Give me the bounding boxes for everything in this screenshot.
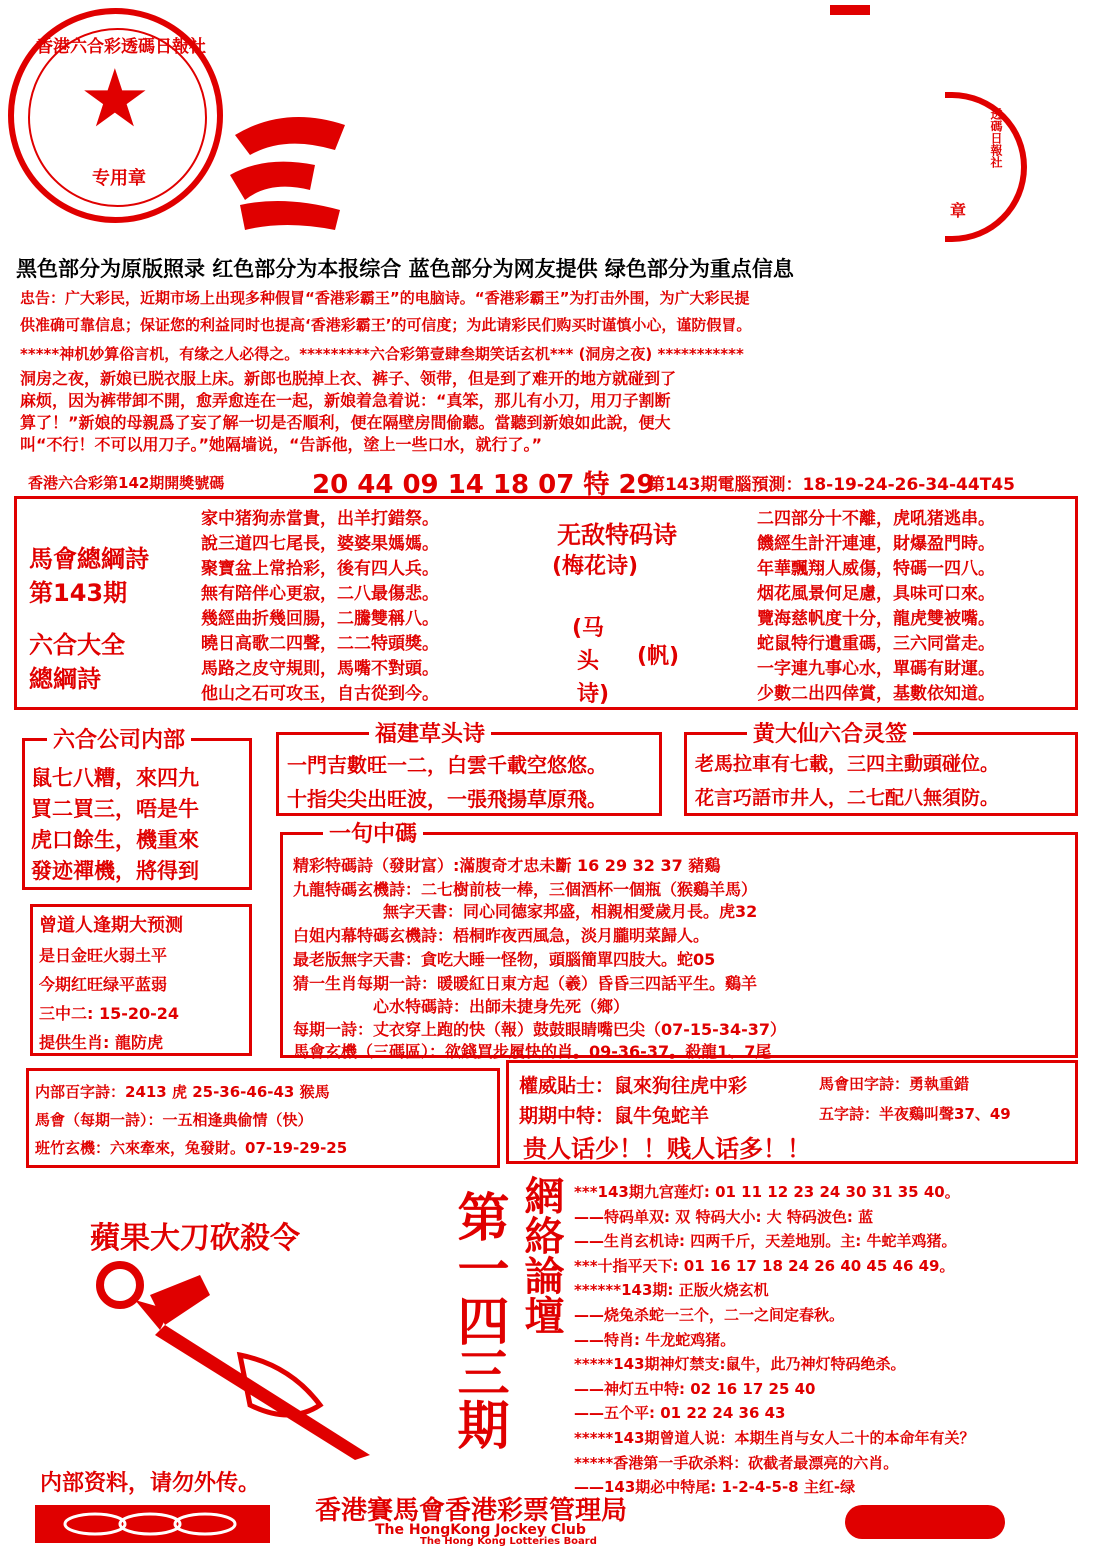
footer-title: 香港賽馬會香港彩票管理局 bbox=[315, 1496, 628, 1526]
neibu-line-3: 班竹玄機：六來牽來，兔發財。07-19-29-25 bbox=[35, 1139, 348, 1157]
joke-line-3: 算了！”新娘的母親爲了妄了解一切是否順利，便在隔壁房間偷聽。當聽到新娘如此說，便大 bbox=[20, 413, 671, 432]
poem-line: 說三道四七尾長，婆婆果媽媽。 bbox=[201, 534, 439, 554]
wong-title: 黄大仙六合灵签 bbox=[747, 717, 913, 748]
poem-line: 無有陪伴心更寂，二八最傷悲。 bbox=[201, 584, 439, 604]
tips-line-2a: 期期中特：鼠牛兔蛇羊 bbox=[519, 1105, 710, 1127]
poem-mid-title-2: (梅花诗) bbox=[552, 554, 639, 579]
fujian-box bbox=[276, 722, 662, 816]
poem-left-title-1: 馬會總綱詩 bbox=[29, 545, 149, 573]
poem-left-title-4: 總綱詩 bbox=[29, 665, 101, 693]
poem-box bbox=[14, 496, 1078, 710]
poem-mid-b: 头 bbox=[577, 649, 600, 674]
joke-title: *****神机妙算俗言机，有缘之人必得之。*********六合彩第壹肆叁期笑话玄机*** (洞房之夜) *********** bbox=[20, 345, 744, 363]
poem-line: 年華飄翔人威傷，特碼一四八。 bbox=[757, 559, 995, 579]
poem-left-title-3: 六合大全 bbox=[29, 631, 125, 659]
forum-line: ——烧兔杀蛇一三个，二一之间定春秋。 bbox=[574, 1305, 845, 1324]
poem-line: 覽海慈帆度十分，龍虎雙被嘴。 bbox=[757, 609, 995, 629]
daoist-line: 提供生肖: 龍防虎 bbox=[39, 1033, 163, 1052]
stamp-left bbox=[8, 8, 223, 223]
poem-line: 他山之石可攻玉，自古從到今。 bbox=[201, 684, 439, 704]
tips-line-1a: 權威貼士：鼠來狗往虎中彩 bbox=[519, 1075, 748, 1097]
poem-line: 曉日高歌二四聲，二二特頭獎。 bbox=[201, 634, 439, 654]
stamp-left-sub: 专用章 bbox=[92, 168, 146, 189]
footer-right-badge bbox=[845, 1505, 1005, 1539]
neibu-line-2: 馬會（每期一詩）：一五相逢典偷情（快） bbox=[35, 1111, 313, 1129]
yiju-line: 馬會玄機（三碼區）：欲錢買步履快的肖。09-36-37。殺龍1、7尾 bbox=[293, 1042, 772, 1061]
poem-mid-title-1: 无敌特码诗 bbox=[557, 521, 677, 549]
poem-line: 烟花風景何足慮，具味可口來。 bbox=[757, 584, 995, 604]
company-line: 鼠七八糟，來四九 bbox=[31, 766, 199, 790]
forum-line: ——神灯五中特: 02 16 17 25 40 bbox=[574, 1379, 816, 1398]
joke-line-4: 叫“不行！不可以用刀子。”她隔墙说，“告訴他，塗上一些口水，就行了。” bbox=[20, 435, 543, 454]
poem-line: 饑經生計汗連連，財爆盈門時。 bbox=[757, 534, 995, 554]
company-box bbox=[22, 728, 252, 890]
tips-line-2b: 五字詩：半夜鷄叫聲37、49 bbox=[819, 1105, 1011, 1123]
forum-line: ——143期必中特尾: 1-2-4-5-8 主红-绿 bbox=[574, 1478, 856, 1497]
poem-line: 蛇鼠特行遺重碼，三六同當走。 bbox=[757, 634, 995, 654]
poem-line: 幾經曲折幾回腸，二騰雙稱八。 bbox=[201, 609, 439, 629]
poem-line: 聚寶盆上常拾彩，後有四人兵。 bbox=[201, 559, 439, 579]
stamp-right-text: 透碼日報社 bbox=[989, 108, 1003, 168]
yiju-title: 一句中碼 bbox=[323, 817, 423, 848]
yiju-line: 最老版無字天書：貪吃大睡一怪物，頭腦簡單四肢大。蛇05 bbox=[293, 950, 716, 969]
results-numbers: 20 44 09 14 18 07 特 29 bbox=[312, 470, 655, 500]
header-top-bar bbox=[830, 5, 870, 15]
stamp-right bbox=[945, 92, 1027, 242]
daoist-line: 今期红旺绿平蓝弱 bbox=[39, 975, 168, 994]
daoist-box bbox=[30, 904, 252, 1056]
forum-lines bbox=[574, 1180, 975, 1500]
yiju-line: 每期一詩：丈衣穿上跑的快（報）鼓鼓眼睛嘴巴尖（07-15-34-37） bbox=[293, 1020, 786, 1039]
results-predict: 第143期電腦預測：18-19-24-26-34-44T45 bbox=[648, 475, 1015, 495]
joke-line-2: 麻烦，因为裤带卸不開，愈弄愈连在一起，新娘着急着说：“真笨，那儿有小刀，用刀子割断 bbox=[20, 391, 671, 410]
daoist-line: 三中二: 15-20-24 bbox=[39, 1004, 180, 1023]
poem-mid-a: (马 bbox=[572, 616, 605, 641]
company-line: 買二買三，唔是牛 bbox=[31, 797, 199, 821]
company-line: 發迹禪機，將得到 bbox=[31, 859, 199, 883]
forum-line: *****143期曾道人说：本期生肖与女人二十的本命年有关？ bbox=[574, 1428, 975, 1447]
results-label: 香港六合彩第142期開獎號碼 bbox=[28, 474, 225, 492]
yiju-line: 心水特碼詩：出師未捷身先死（鄉） bbox=[373, 997, 630, 1016]
legend-line: 黑色部分为原版照录 红色部分为本报综合 蓝色部分为网友提供 绿色部分为重点信息 bbox=[16, 257, 794, 281]
poem-mid-c: 诗) bbox=[577, 682, 610, 707]
wong-line-2: 花言巧語市井人，二七配八無須防。 bbox=[695, 787, 1000, 809]
warning-line-2: 供准确可靠信息；保证您的利益同时也提高‘香港彩霸王’的可信度；为此请彩民们购买时谨慎小心，谨防假冒。 bbox=[20, 316, 752, 334]
forum-line: ——生肖玄机诗: 四两千斤，天差地别。主: 牛蛇羊鸡猪。 bbox=[574, 1232, 957, 1251]
poem-line: 家中猪狗赤當貴，出羊打錯祭。 bbox=[201, 509, 439, 529]
poem-mid-d: (帆) bbox=[637, 644, 680, 669]
poem-line: 少數二出四倖賞，基數依知道。 bbox=[757, 684, 995, 704]
poem-col3 bbox=[757, 507, 995, 707]
apple-note: 内部资料，请勿外传。 bbox=[40, 1471, 261, 1496]
neibu-line-1: 内部百字詩：2413 虎 25-36-46-43 猴馬 bbox=[35, 1083, 330, 1101]
stamp-left-text: 香港六合彩透碼日報社 bbox=[36, 37, 206, 57]
sword-icon bbox=[90, 1255, 390, 1465]
footer-en-2: The Hong Kong Lotteries Board bbox=[420, 1536, 597, 1547]
forum-line: ***143期九宫莲灯: 01 11 12 23 24 30 31 35 40。 bbox=[574, 1183, 960, 1201]
tips-line-1b: 馬會田字詩：勇執重錯 bbox=[819, 1075, 970, 1093]
company-line: 虎口餘生，機重來 bbox=[31, 828, 199, 852]
yiju-line: 猜一生肖每期一詩：暖暖紅日東方起（羲）昏昏三四話平生。鷄羊 bbox=[293, 974, 758, 993]
forum-line: ——五个平: 01 22 24 36 43 bbox=[574, 1404, 786, 1423]
daoist-title: 曾道人逢期大预测 bbox=[39, 915, 183, 936]
wong-box bbox=[684, 722, 1078, 816]
poem-line: 二四部分十不離，虎吼猪逃串。 bbox=[757, 509, 995, 529]
wong-line-1: 老馬拉車有七載，三四主動頭碰位。 bbox=[695, 753, 1000, 775]
forum-vertical-2: 網絡論壇 bbox=[518, 1175, 564, 1335]
forum-line: ——特码单双: 双 特码大小: 大 特码波色: 蓝 bbox=[574, 1207, 874, 1226]
forum-line: ——特肖: 牛龙蛇鸡猪。 bbox=[574, 1330, 736, 1349]
forum-line: *****香港第一手砍杀料：砍截者最漂亮的六肖。 bbox=[574, 1453, 899, 1472]
fujian-line-2: 十指尖尖出旺波，一張飛揚草原飛。 bbox=[287, 787, 607, 811]
forum-line: *****143期神灯禁支:鼠牛，此乃神灯特码绝杀。 bbox=[574, 1355, 906, 1374]
footer-left-badge bbox=[35, 1505, 270, 1543]
neibu-box bbox=[26, 1068, 500, 1168]
yiju-line: 無字天書：同心同德家邦盛，相親相愛歲月長。虎32 bbox=[383, 902, 758, 921]
forum-line: ******143期: 正版火烧玄机 bbox=[574, 1281, 769, 1300]
footer-en-1: The HongKong Jockey Club bbox=[375, 1522, 586, 1538]
fujian-line-1: 一門吉數旺一二，白雲千載空悠悠。 bbox=[287, 753, 607, 777]
poem-line: 馬路之皮守規則，馬嘴不對頭。 bbox=[201, 659, 439, 679]
company-lines bbox=[31, 763, 199, 887]
forum-vertical-1: 第一四三期 bbox=[448, 1190, 508, 1450]
stamp-right-sub: 章 bbox=[950, 201, 967, 220]
header-logo-art bbox=[225, 95, 355, 235]
company-title: 六合公司内部 bbox=[47, 723, 191, 754]
tips-box bbox=[506, 1060, 1078, 1164]
yiju-box bbox=[280, 822, 1078, 1061]
daoist-lines bbox=[39, 941, 179, 1057]
poem-left-title-2: 第143期 bbox=[29, 579, 128, 607]
joke-line-1: 洞房之夜，新娘已脱衣服上床。新郎也脱掉上衣、裤子、领带，但是到了难开的地方就碰到了 bbox=[20, 369, 677, 388]
daoist-line: 是日金旺火弱土平 bbox=[39, 946, 168, 965]
forum-line: ***十指平天下: 01 16 17 18 24 26 40 45 46 49。 bbox=[574, 1256, 955, 1275]
yiju-line: 白姐内幕特碼玄機詩：梧桐昨夜西風急，淡月朧明菜歸人。 bbox=[293, 926, 710, 945]
poem-col1 bbox=[201, 507, 439, 707]
tips-slogan: 贵人话少！！贱人话多！！ bbox=[523, 1135, 811, 1163]
yiju-line: 精彩特碼詩（發財富）:滿腹奇才忠未斷 16 29 32 37 豬鷄 bbox=[293, 856, 721, 875]
warning-line-1: 忠告：广大彩民，近期市场上出现多种假冒“香港彩霸王”的电脑诗。“香港彩霸王”为打击外围，为广大彩民提 bbox=[20, 289, 750, 307]
poem-line: 一字連九事心水，單碼有財運。 bbox=[757, 659, 995, 679]
star-icon: ★ bbox=[79, 52, 151, 145]
yiju-line: 九龍特碼玄機詩：二七樹前枝一棒，三個酒杯一個瓶（猴鷄羊馬） bbox=[293, 880, 758, 899]
fujian-title: 福建草头诗 bbox=[369, 717, 491, 748]
apple-title: 蘋果大刀砍殺令 bbox=[90, 1221, 300, 1256]
